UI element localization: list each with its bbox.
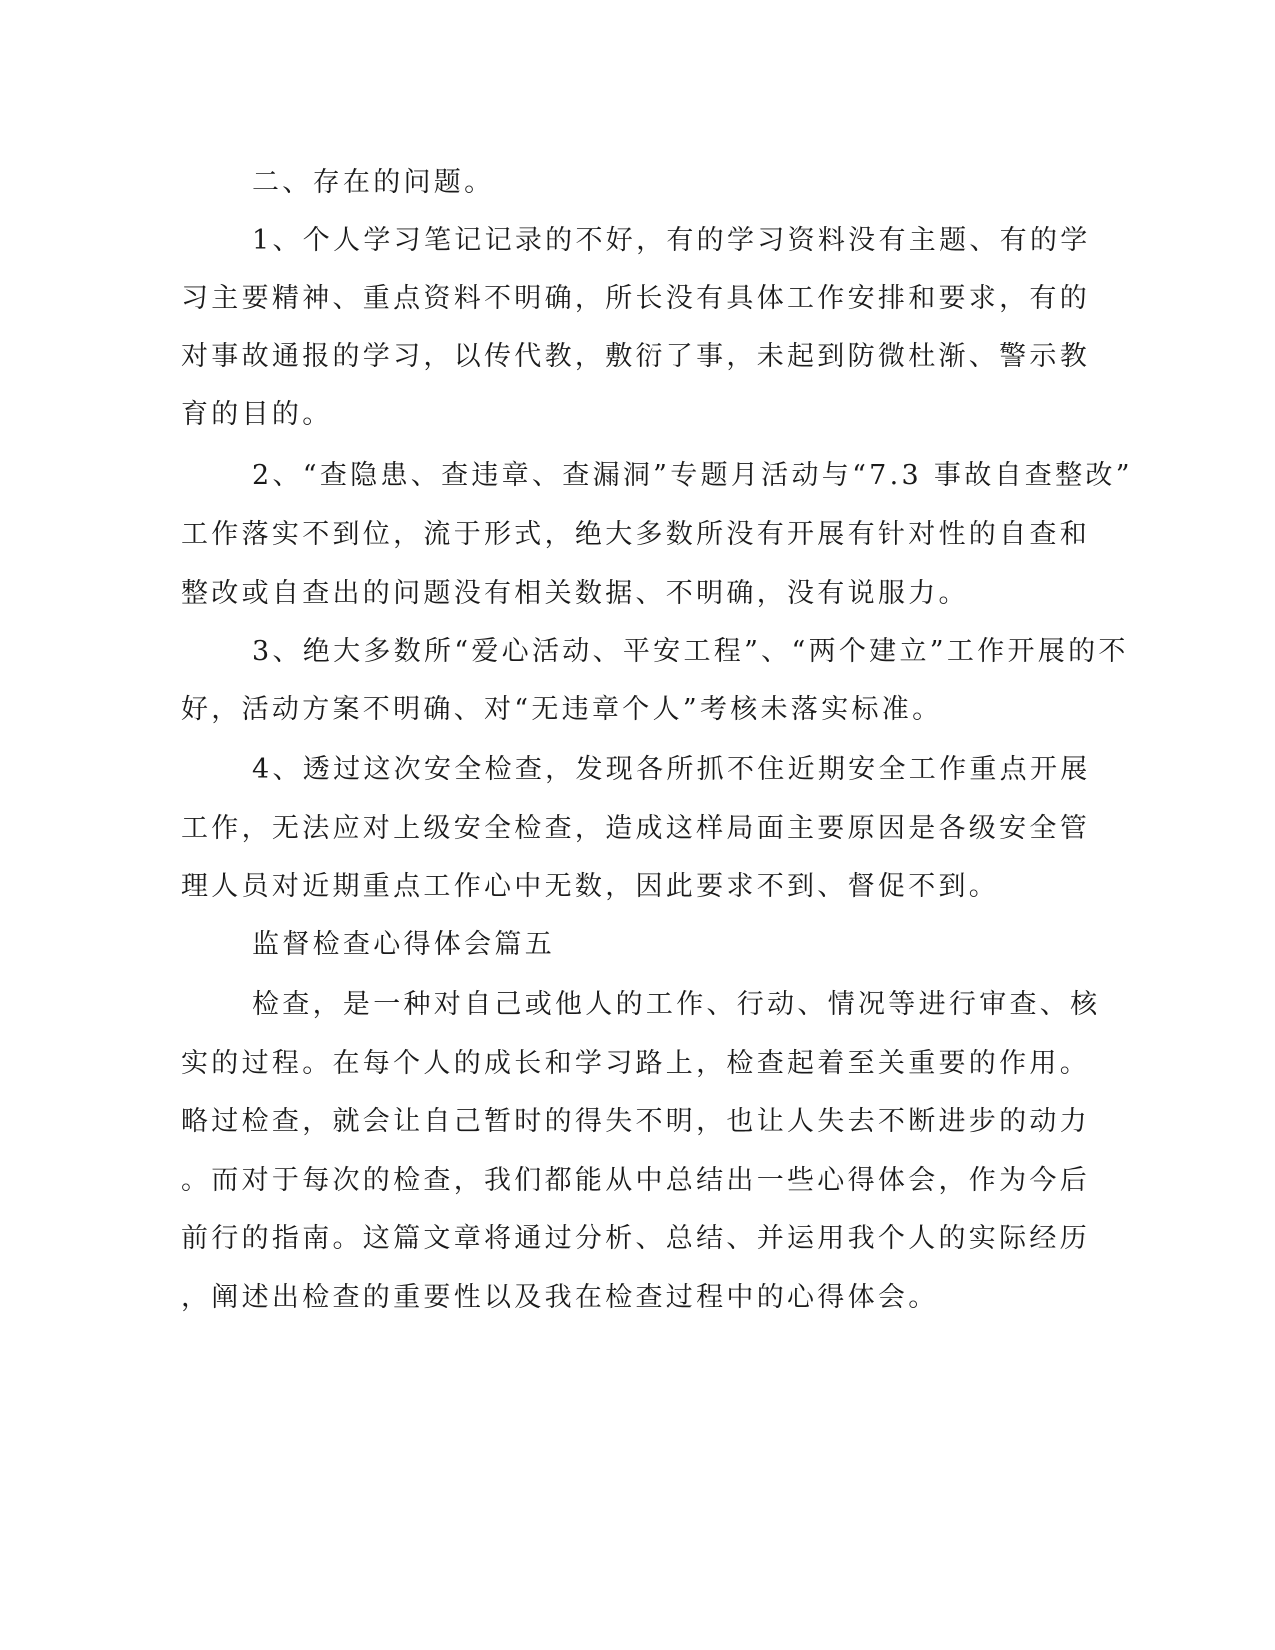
paragraph-line: 工作落实不到位，流于形式，绝大多数所没有开展有针对性的自查和 — [181, 519, 1090, 550]
paragraph-line: 4、透过这次安全检查，发现各所抓不住近期安全工作重点开展 — [252, 754, 1091, 785]
paragraph-line: 好，活动方案不明确、对“无违章个人”考核未落实标准。 — [181, 694, 943, 725]
section-heading-problems: 二、存在的问题。 — [252, 167, 495, 198]
paragraph-line: 。而对于每次的检查，我们都能从中总结出一些心得体会，作为今后 — [181, 1165, 1090, 1196]
paragraph-line: 略过检查，就会让自己暂时的得失不明，也让人失去不断进步的动力 — [181, 1106, 1090, 1137]
paragraph-line: 实的过程。在每个人的成长和学习路上，检查起着至关重要的作用。 — [181, 1048, 1090, 1079]
section-heading-part-five: 监督检查心得体会篇五 — [252, 929, 555, 960]
paragraph-line: 3、绝大多数所“爱心活动、平安工程”、“两个建立”工作开展的不 — [252, 636, 1129, 667]
paragraph-line: 前行的指南。这篇文章将通过分析、总结、并运用我个人的实际经历 — [181, 1223, 1090, 1254]
paragraph-line: 育的目的。 — [181, 399, 333, 430]
paragraph-line: 理人员对近期重点工作心中无数，因此要求不到、督促不到。 — [181, 871, 1000, 902]
paragraph-line: 1、个人学习笔记记录的不好，有的学习资料没有主题、有的学 — [252, 225, 1091, 256]
paragraph-line: 对事故通报的学习，以传代教，敷衍了事，未起到防微杜渐、警示教 — [181, 341, 1090, 372]
paragraph-line: 整改或自查出的问题没有相关数据、不明确，没有说服力。 — [181, 578, 969, 609]
paragraph-line: 2、“查隐患、查违章、查漏洞”专题月活动与“7.3 事故自查整改” — [252, 460, 1133, 491]
paragraph-line: 工作，无法应对上级安全检查，造成这样局面主要原因是各级安全管 — [181, 813, 1090, 844]
paragraph-line: 检查，是一种对自己或他人的工作、行动、情况等进行审查、核 — [252, 989, 1101, 1020]
paragraph-line: ，阐述出检查的重要性以及我在检查过程中的心得体会。 — [181, 1282, 939, 1313]
paragraph-line: 习主要精神、重点资料不明确，所长没有具体工作安排和要求，有的 — [181, 283, 1090, 314]
